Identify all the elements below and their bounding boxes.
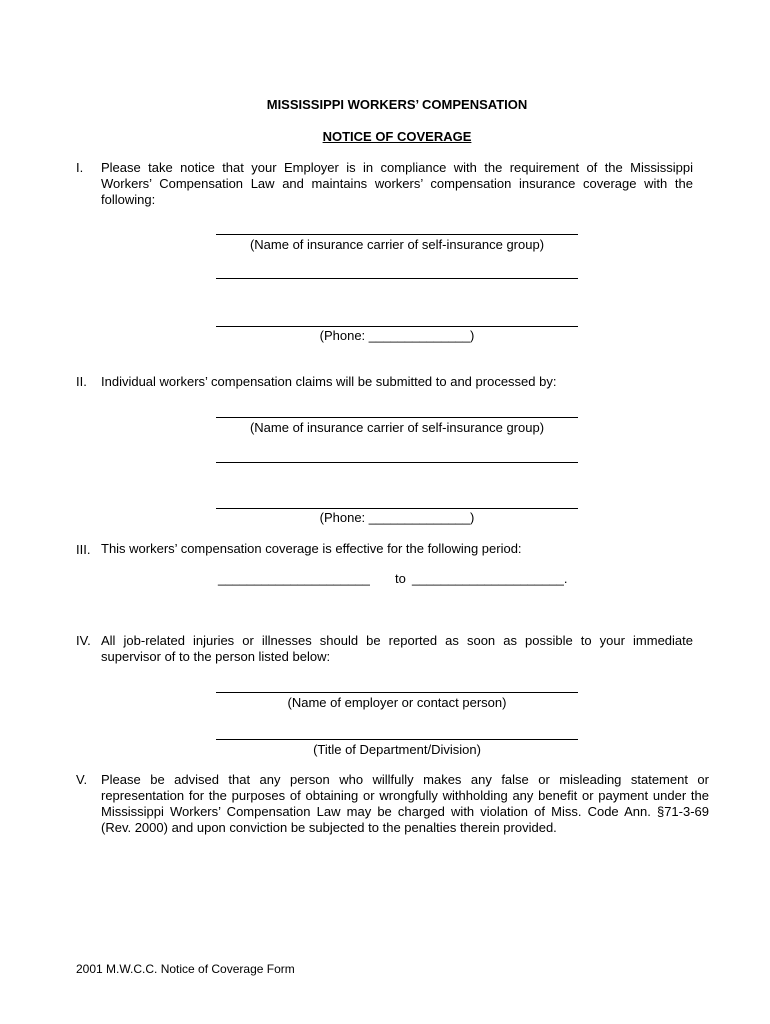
phone-caption-1: (Phone: ______________) <box>319 328 475 343</box>
phone-caption-2: (Phone: ______________) <box>319 510 475 525</box>
processor-address-line-1[interactable] <box>216 462 578 463</box>
section-1-number: I. <box>76 160 84 175</box>
section-1-text: Please take notice that your Employer is in compliance with the requirement of the Mississippi Workers’ Compensation Law and maintains workers’ compensation insurance coverage with the following: <box>101 160 693 207</box>
footer-form-label: 2001 M.W.C.C. Notice of Coverage Form <box>76 962 295 976</box>
employer-name-line[interactable] <box>216 692 578 693</box>
processor-name-line[interactable] <box>216 417 578 418</box>
form-title: MISSISSIPPI WORKERS’ COMPENSATION <box>266 97 528 112</box>
processor-address-line-2[interactable] <box>216 508 578 509</box>
period-start-field[interactable]: _____________________ <box>218 571 370 586</box>
processor-name-caption: (Name of insurance carrier of self-insurance group) <box>249 420 545 435</box>
carrier-address-line-2[interactable] <box>216 326 578 327</box>
department-title-line[interactable] <box>216 739 578 740</box>
section-4-number: IV. <box>76 633 91 648</box>
carrier-address-line-1[interactable] <box>216 278 578 279</box>
department-title-caption: (Title of Department/Division) <box>313 742 481 757</box>
carrier-name-caption-1: (Name of insurance carrier of self-insurance group) <box>249 237 545 252</box>
section-3-number: III. <box>76 542 91 557</box>
section-3-text: This workers’ compensation coverage is effective for the following period: <box>101 541 522 556</box>
section-2-number: II. <box>76 374 87 389</box>
period-to-label: to <box>395 571 406 586</box>
carrier-name-line-1[interactable] <box>216 234 578 235</box>
section-5-number: V. <box>76 772 88 787</box>
employer-name-caption: (Name of employer or contact person) <box>287 695 507 710</box>
section-5-text: Please be advised that any person who willfully makes any false or misleading statement or representation for the purposes of obtaining or wrongfully withholding any benefit or payment under the Mississippi Workers’ Compensation Law may be charged with violation of Miss. Code Ann. §71-3-69 (Rev. 2000) and upon conviction be subjected to the penalties therein provided. <box>101 772 709 835</box>
period-end-field[interactable]: _____________________. <box>412 571 568 586</box>
section-2-text: Individual workers’ compensation claims will be submitted to and processed by: <box>101 374 557 389</box>
section-4-text: All job-related injuries or illnesses should be reported as soon as possible to your immediate supervisor of to the person listed below: <box>101 633 693 664</box>
form-subtitle: NOTICE OF COVERAGE <box>322 129 472 144</box>
